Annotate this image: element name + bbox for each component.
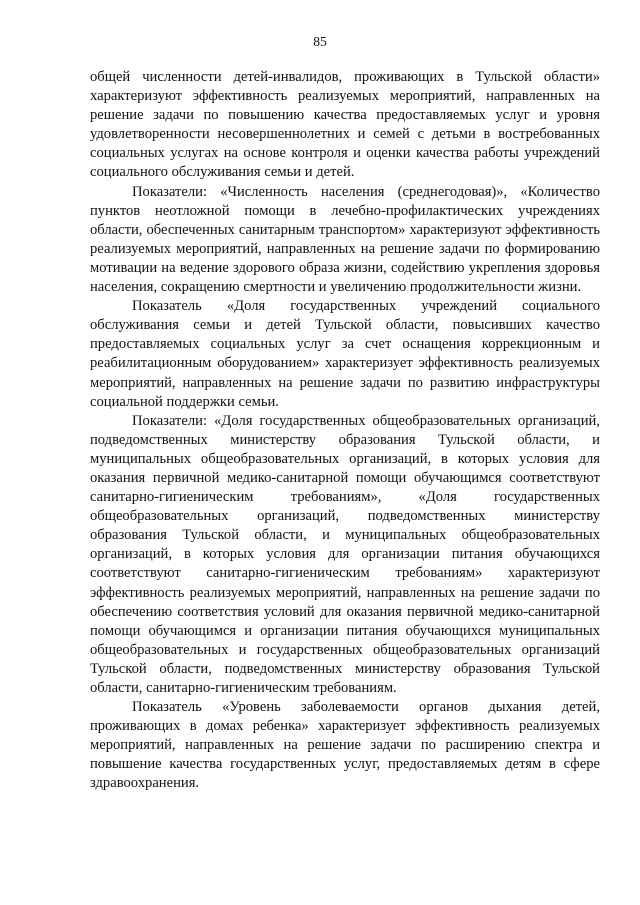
paragraph-social-institutions-indicator: Показатель «Доля государственных учреждений социального обслуживания семьи и детей Тульской области, повысивших качество предоставляемых социальных услуг за счет оснащения коррекционным и реабилитационным оборудованием» характеризует эффективность реализуемых мероприятий, направленных на решение задачи по развитию инфраструктуры социальной поддержки семьи. [90, 298, 600, 410]
paragraph-respiratory-morbidity-indicator: Показатель «Уровень заболеваемости органов дыхания детей, проживающих в домах ребенка» характеризует эффективность реализуемых мероприятий, направленных на решение задачи по расширению спектра и повышение качества государственных услуг, предоставляемых детям в сфере здравоохранения. [90, 699, 600, 792]
paragraph-population-indicators: Показатели: «Численность населения (среднегодовая)», «Количество пунктов неотложной помощи в лечебно-профилактических учреждениях области, обеспеченных санитарным транспортом» характеризуют эффективность реализуемых мероприятий, направленных на решение задачи по формированию мотивации на ведение здорового образа жизни, содействию укрепления здоровья населения, сокращению смертности и увеличению продолжительности жизни. [90, 183, 600, 296]
paragraph-school-organizations-indicators: Показатели: «Доля государственных общеобразовательных организаций, подведомственных министерству образования Тульской области, и муниципальных общеобразовательных организаций, в которых условия для оказания первичной медико-санитарной помощи обучающимся соответствуют санитарно-гигиеническим требованиям», «Доля государственных общеобразовательных организаций, подведомственных министерству образования Тульской области, и муниципальных общеобразовательных организаций, в которых условия для организации питания обучающихся соответствуют санитарно-гигиеническим требованиям» характеризуют эффективность реализуемых мероприятий, направленных на решение задачи по обеспечению соответствия условий для оказания первичной медико-санитарной помощи обучающимся и организации питания обучающихся муниципальных общеобразовательных и государственных общеобразовательных организаций Тульской области, подведомственных министерству образования Тульской области, санитарно-гигиеническим требованиям. [90, 412, 600, 696]
document-body [90, 68, 600, 794]
page-number: 85 [313, 34, 327, 49]
paragraph-continuation: общей численности детей-инвалидов, проживающих в Тульской области» характеризуют эффективность реализуемых мероприятий, направленных на решение задачи по повышению качества предоставляемых услуг и уровня удовлетворенности несовершеннолетних и семей с детьми в востребованных социальных услугах на основе контроля и оценки качества работы учреждений социального обслуживания семьи и детей. [90, 69, 600, 181]
